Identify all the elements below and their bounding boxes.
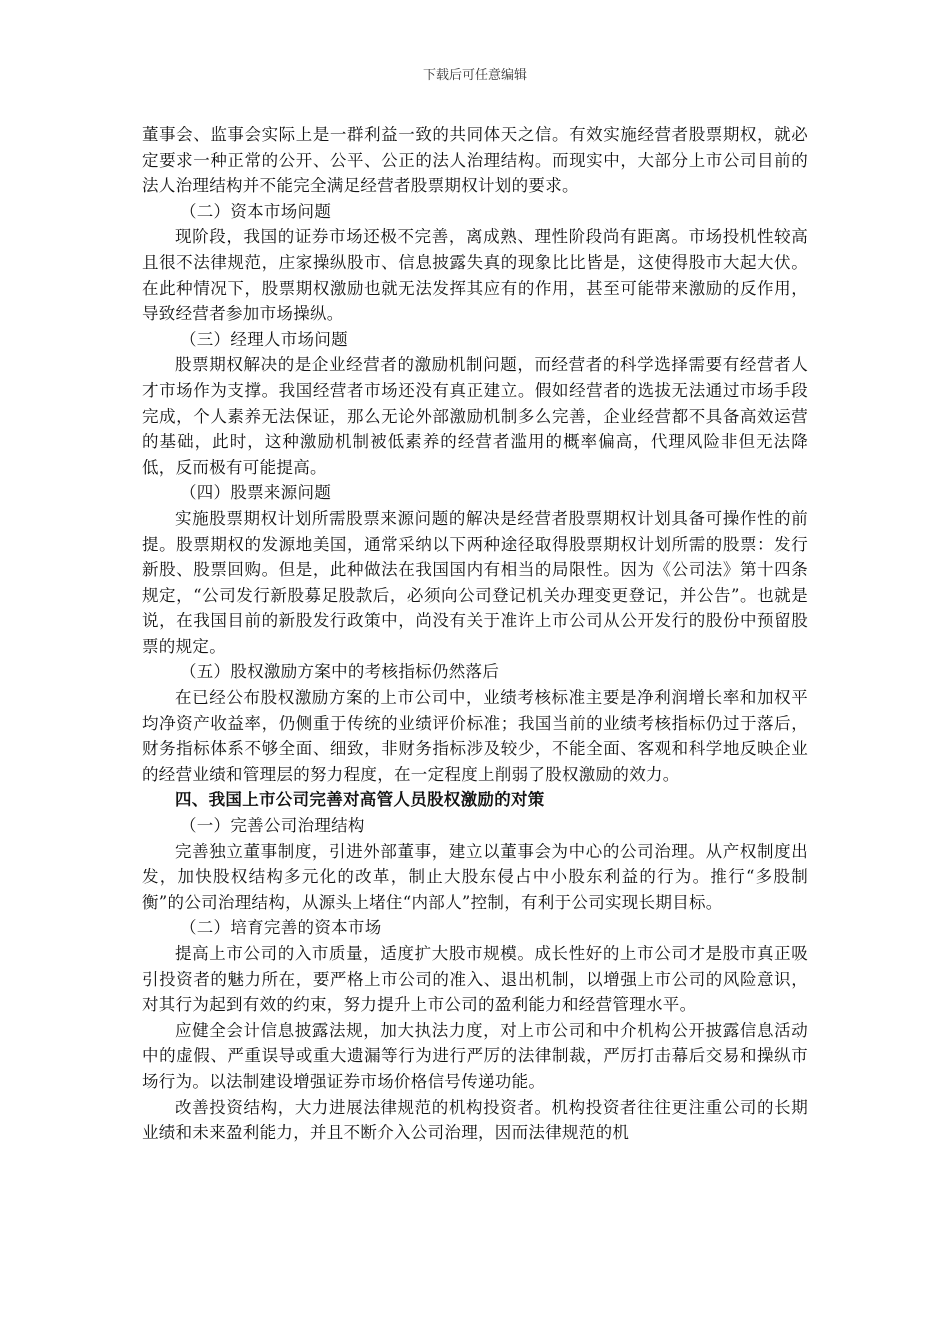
- paragraph: 改善投资结构，大力进展法律规范的机构投资者。机构投资者往往更注重公司的长期业绩和未来盈利能力，并且不断介入公司治理，因而法律规范的机: [142, 1097, 808, 1143]
- paragraph: 在已经公布股权激励方案的上市公司中，业绩考核标准主要是净利润增长率和加权平均净资产收益率，仍侧重于传统的业绩评价标准；我国当前的业绩考核指标仍过于落后，财务指标体系不够全面、细致，非财务指标涉及较少，不能全面、客观和科学地反映企业的经营业绩和管理层的努力程度，在一定程度上削弱了股权激励的效力。: [142, 688, 808, 784]
- page-header: 下载后可任意编辑: [422, 68, 527, 83]
- paragraph: 完善独立董事制度，引进外部董事，建立以董事会为中心的公司治理。从产权制度出发，加快股权结构多元化的改革，制止大股东侵占中小股东利益的行为。推行“多股制衡”的公司治理结构，从源头上堵住“内部人”控制，有利于公司实现长期目标。: [142, 841, 808, 912]
- paragraph: 现阶段，我国的证券市场还极不完善，离成熟、理性阶段尚有距离。市场投机性较高且很不法律规范，庄家操纵股市、信息披露失真的现象比比皆是，这使得股市大起大伏。在此种情况下，股票期权激励也就无法发挥其应有的作用，甚至可能带来激励的反作用，导致经营者参加市场操纵。: [142, 227, 808, 324]
- paragraph: 股票期权解决的是企业经营者的激励机制问题，而经营者的科学选择需要有经营者人才市场作为支撑。我国经营者市场还没有真正建立。假如经营者的选拔无法通过市场手段完成，个人素养无法保证，那么无论外部激励机制多么完善，企业经营都不具备高效运营的基础，此时，这种激励机制被低素养的经营者滥用的概率偏高，代理风险非但无法降低，反而极有可能提高。: [142, 355, 808, 477]
- section-heading-stock-source: （四）股票来源问题: [179, 483, 332, 503]
- paragraph: 应健全会计信息披露法规，加大执法力度，对上市公司和中介机构公开披露信息活动中的虚假、严重误导或重大遗漏等行为进行严厉的法律制裁，严厉打击幕后交易和操纵市场行为。以法制建设增强证券市场价格信号传递功能。: [142, 1020, 808, 1091]
- paragraph: 提高上市公司的入市质量，适度扩大股市规模。成长性好的上市公司才是股市真正吸引投资者的魅力所在，要严格上市公司的准入、退出机制，以增强上市公司的风险意识，对其行为起到有效的约束，努力提升上市公司的盈利能力和经营管理水平。: [142, 944, 808, 1015]
- section-heading-capital-market: （二）资本市场问题: [179, 201, 332, 221]
- section-heading-assessment-indicators: （五）股权激励方案中的考核指标仍然落后: [179, 662, 500, 682]
- section-heading-manager-market: （三）经理人市场问题: [179, 329, 348, 349]
- chapter-heading: 四、我国上市公司完善对高管人员股权激励的对策: [175, 790, 545, 810]
- document-body: [142, 122, 808, 1146]
- section-heading-governance: （一）完善公司治理结构: [179, 816, 365, 836]
- section-heading-capital-market-cultivation: （二）培育完善的资本市场: [179, 918, 382, 938]
- paragraph-continuation: 董事会、监事会实际上是一群利益一致的共同体天之信。有效实施经营者股票期权，就必定要求一种正常的公开、公平、公正的法人治理结构。而现实中，大部分上市公司目前的法人治理结构并不能完全满足经营者股票期权计划的要求。: [142, 125, 808, 196]
- paragraph: 实施股票期权计划所需股票来源问题的解决是经营者股票期权计划具备可操作性的前提。股票期权的发源地美国，通常采纳以下两种途径取得股票期权计划所需的股票：发行新股、股票回购。但是，此种做法在我国国内有相当的局限性。因为《公司法》第十四条规定，“公司发行新股募足股款后，必须向公司登记机关办理变更登记，并公告”。也就是说，在我国目前的新股发行政策中，尚没有关于准许上市公司从公开发行的股份中预留股票的规定。: [142, 508, 808, 656]
